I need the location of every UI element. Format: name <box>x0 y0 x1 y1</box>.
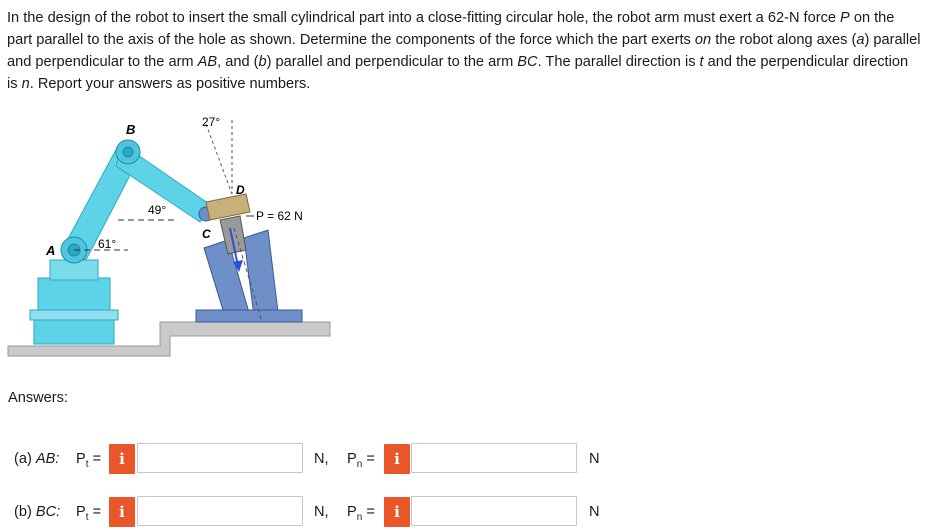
problem-text: and the perpendicular direction is <box>7 54 909 92</box>
robot-base-plate <box>30 310 118 320</box>
problem-var-a: a <box>856 32 865 48</box>
robot-base-column <box>38 278 110 310</box>
problem-var-ab: AB <box>197 54 218 70</box>
problem-statement <box>7 7 921 95</box>
label-a: A <box>46 243 56 258</box>
problem-text: . Report your answers as positive numbers. <box>29 76 311 92</box>
angle-d-label: 27° <box>202 115 221 129</box>
answer-row-ab <box>0 443 928 475</box>
force-label: P = 62 N <box>256 209 303 223</box>
robot-base-foot <box>34 318 114 344</box>
angle-a-label: 61° <box>98 237 117 251</box>
info-icon[interactable]: i <box>384 444 410 474</box>
row-label: (a) AB: <box>14 451 60 467</box>
problem-text: the robot along axes ( <box>711 32 857 48</box>
problem-text: In the design of the robot to insert the small cylindrical part into a close-fitting circular hole, the robot arm must exert a 62-N force <box>7 10 841 26</box>
info-icon[interactable]: i <box>109 444 135 474</box>
answers-heading: Answers: <box>8 390 69 406</box>
bc-pt-input[interactable] <box>137 496 303 526</box>
label-b: B <box>126 122 136 137</box>
row-label: (b) BC: <box>14 504 61 520</box>
problem-emph-on: on <box>694 32 712 48</box>
pn-label: $P_n$ = <box>347 504 375 523</box>
info-icon[interactable]: i <box>109 497 135 527</box>
problem-text: ) parallel and perpendicular to the arm <box>266 54 518 70</box>
ab-pn-input[interactable] <box>411 443 577 473</box>
hole-fixture <box>204 240 250 320</box>
problem-var-n: n <box>21 76 30 92</box>
bc-pn-input[interactable] <box>411 496 577 526</box>
unit-label: N, <box>314 504 329 520</box>
problem-var-b: b <box>258 54 267 70</box>
problem-var-t: t <box>699 54 704 70</box>
unit-label: N <box>589 451 600 467</box>
label-d: D <box>236 183 245 197</box>
answer-row-bc <box>0 496 928 528</box>
problem-var-bc: BC <box>517 54 538 70</box>
robot-arm-figure <box>0 110 340 360</box>
angle-c-label: 49° <box>148 203 167 217</box>
problem-text: ) parallel and perpendicular to the arm <box>7 32 921 70</box>
info-icon[interactable]: i <box>384 497 410 527</box>
problem-text: . The parallel direction is <box>537 54 700 70</box>
label-c: C <box>202 227 211 241</box>
unit-label: N <box>589 504 600 520</box>
problem-text: on the part parallel to the axis of the hole as shown. Determine the components of the force which the part exerts <box>7 10 895 48</box>
unit-label: N, <box>314 451 329 467</box>
pt-label: $P_t$ = <box>76 504 102 523</box>
problem-var-p: P <box>840 10 850 26</box>
gripper <box>206 194 250 220</box>
problem-text: , and ( <box>217 54 259 70</box>
ab-pt-input[interactable] <box>137 443 303 473</box>
pn-label: $P_n$ = <box>347 451 375 470</box>
pt-label: $P_t$ = <box>76 451 102 470</box>
